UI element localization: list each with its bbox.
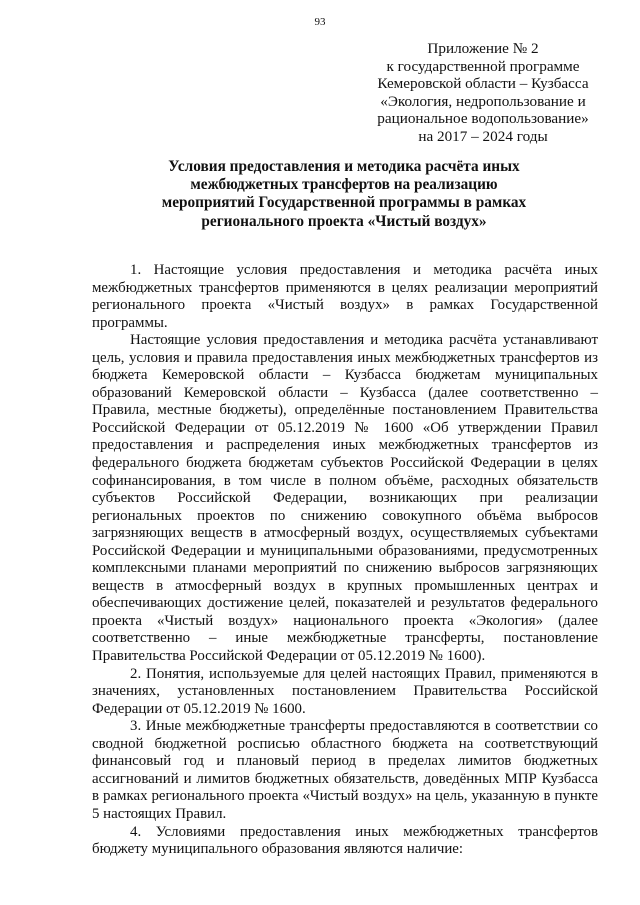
appendix-line: Приложение № 2 bbox=[427, 40, 539, 57]
title-line: Условия предоставления и методика расчёта иных bbox=[168, 158, 520, 175]
paragraph-4: 4. Условиями предоставления иных межбюджетных трансфертов бюджету муниципального образования являются наличие: bbox=[92, 823, 598, 858]
page-number: 93 bbox=[314, 16, 326, 28]
paragraph-1-continued: Настоящие условия предоставления и методика расчёта устанавливают цель, условия и правила предоставления иных межбюджетных трансфертов из бюджета Кемеровской области – Кузбасса бюджетам муниципальных образований Кемеровской области – Кузбасса (далее соответственно – Правила, местные бюджеты), определённые постановлением Правительства Российской Федерации от 05.12.2019 № 1600 «Об утверждении Правил предоставления и распределения иных межбюджетных трансфертов из федерального бюджета бюджетам субъектов Российской Федерации в целях софинансирования, в том числе в полном объёме, расходных обязательств субъектов Российской Федерации, возникающих при реализации региональных проектов по снижению совокупного объёма выбросов загрязняющих веществ в атмосферный воздух, осуществляемых субъектами Российской Федерации и муниципальными образованиями, предусмотренных комплексными планами мероприятий по снижению выбросов загрязняющих веществ в атмосферный воздух в крупных промышленных центрах и обеспечивающих достижение целей, показателей и результатов федерального проекта «Чистый воздух» национального проекта «Экология» (далее соответственно – иные межбюджетные трансферты, постановление Правительства Российской Федерации от 05.12.2019 № 1600). bbox=[92, 332, 598, 665]
document-title bbox=[100, 158, 588, 231]
paragraph-2: 2. Понятия, используемые для целей настоящих Правил, применяются в значениях, установленных постановлением Правительства Российской Федерации от 05.12.2019 № 1600. bbox=[92, 665, 598, 717]
paragraph-1: 1. Настоящие условия предоставления и методика расчёта иных межбюджетных трансфертов применяются в целях реализации мероприятий регионального проекта «Чистый воздух» в рамках Государственной программы. bbox=[92, 262, 598, 331]
document-body bbox=[92, 262, 598, 859]
appendix-line: на 2017 – 2024 годы bbox=[418, 127, 548, 145]
appendix-line: «Экология, недропользование и bbox=[380, 92, 586, 110]
paragraph-3: 3. Иные межбюджетные трансферты предоставляются в соответствии со сводной бюджетной росписью областного бюджета на соответствующий финансовый год и плановый период в пределах лимитов бюджетных ассигнований и лимитов бюджетных обязательств, доведённых МПР Кузбасса в рамках регионального проекта «Чистый воздух» на цель, указанную в пункте 5 настоящих Правил. bbox=[92, 718, 598, 822]
appendix-line: к государственной программе bbox=[386, 57, 580, 75]
appendix-header bbox=[368, 40, 598, 146]
title-line: мероприятий Государственной программы в рамках bbox=[161, 194, 527, 212]
appendix-line: Кемеровской области – Кузбасса bbox=[377, 75, 589, 93]
title-line: межбюджетных трансфертов на реализацию bbox=[190, 176, 498, 194]
appendix-line: рациональное водопользование» bbox=[377, 110, 589, 128]
title-line: регионального проекта «Чистый воздух» bbox=[201, 212, 487, 230]
